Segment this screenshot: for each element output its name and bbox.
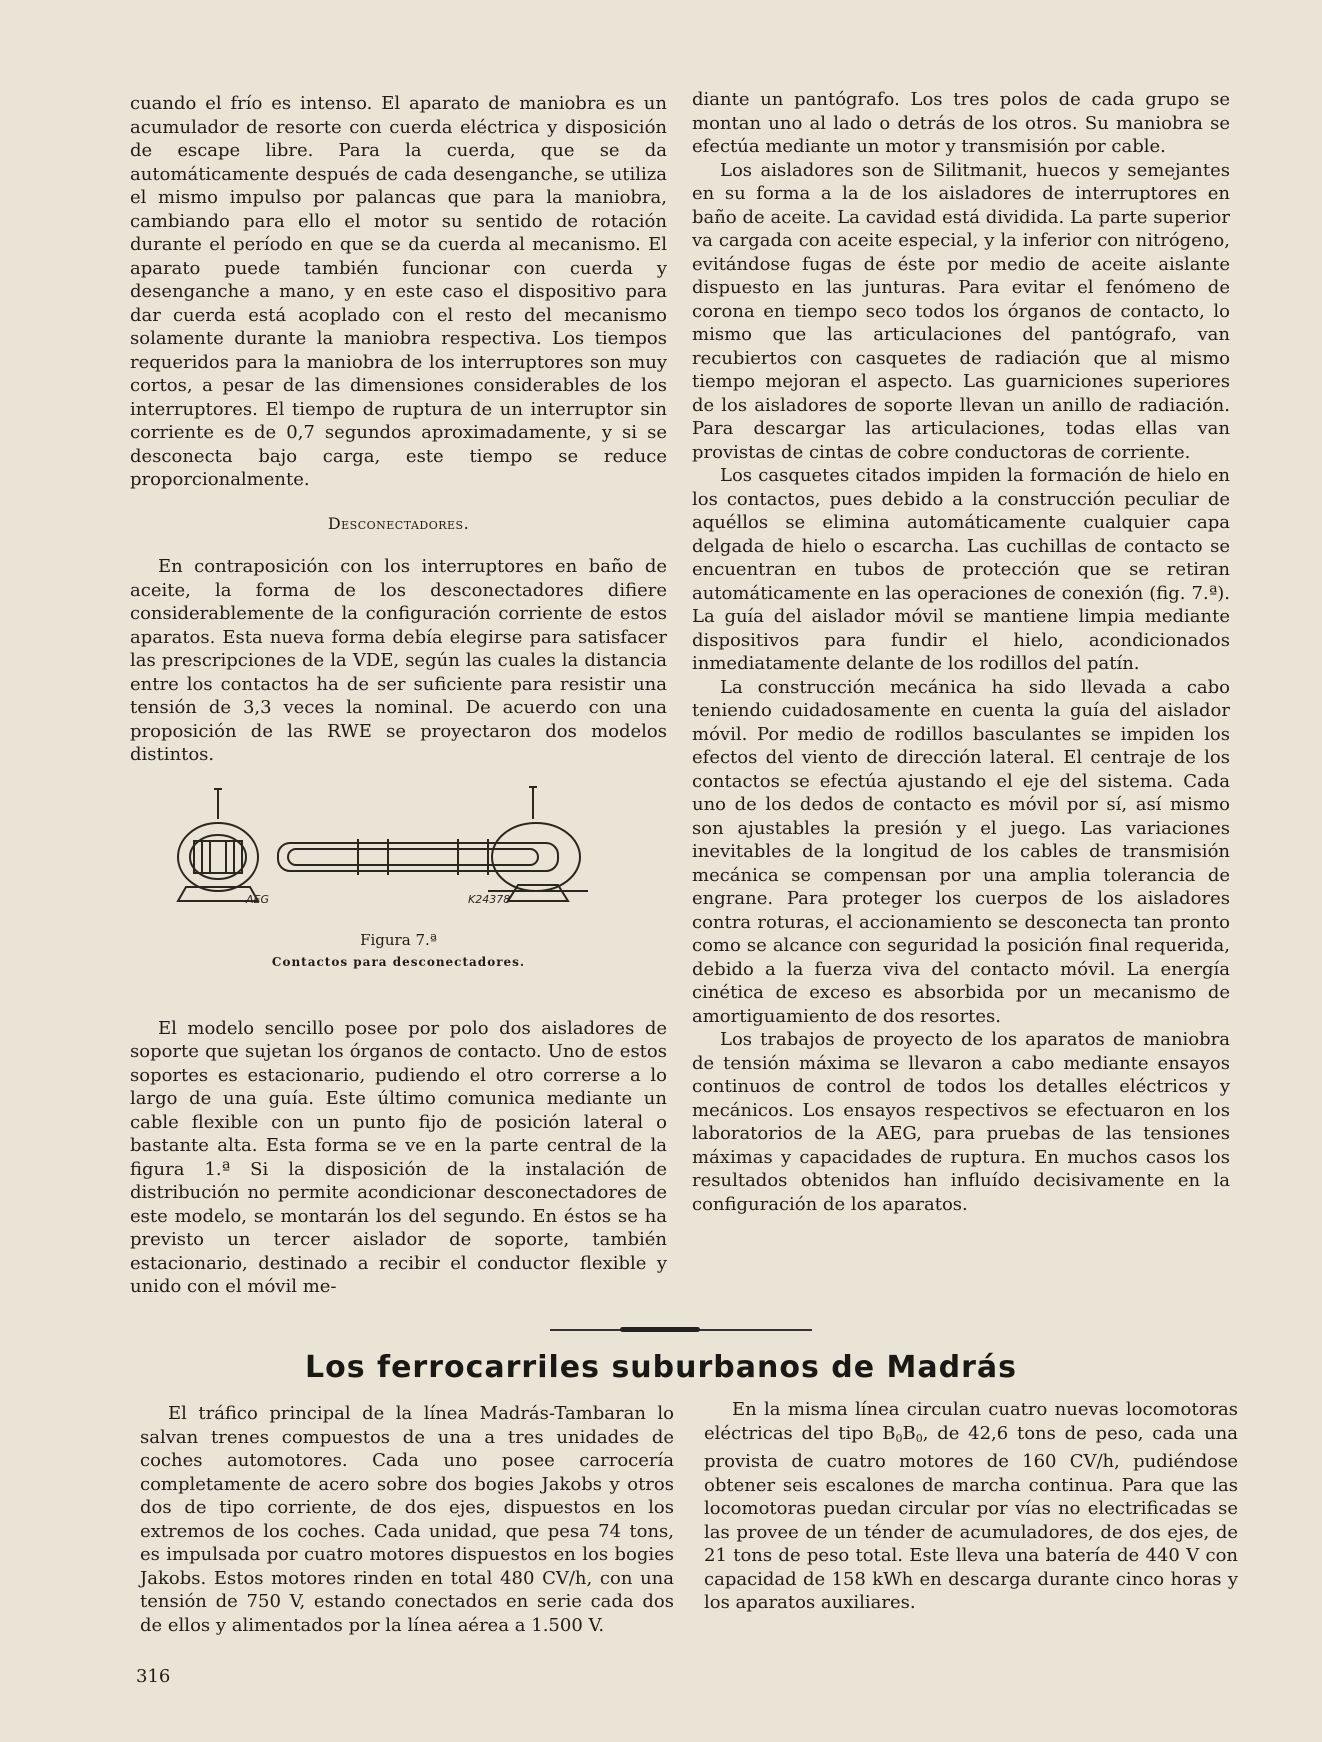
paragraph: Los casquetes citados impiden la formación de hielo en los contactos, pues debido a la construcción peculiar de aquéllos se elimina automáticamente cualquier capa delgada de hielo o escarcha. Las cuchillas de contacto se encuentran en tubos de protección que se retiran automáticamente en las operaciones de conexión (fig. 7.ª). La guía del aislador móvil se mantiene limpia mediante dispositivos para fundir el hielo, acondicionados inmediatamente delante de los rodillos del patín. (692, 465, 1230, 674)
paragraph: La construcción mecánica ha sido llevada a cabo teniendo cuidadosamente en cuenta la guía del aislador móvil. Por medio de rodillos basculantes se impiden los efectos del viento de dirección lateral. El centraje de los contactos se efectúa ajustando el eje del sistema. Cada uno de los dedos de contacto es móvil por sí, así mismo son ajustables la presión y el juego. Las variaciones inevitables de la longitud de los cables de transmisión mecánica se compensan por una amplia tolerancia de engrane. Para proteger los cuerpos de los aisladores contra roturas, el accionamiento se desconecta tan pronto como se alcance con seguridad la posición final requerida, debido a la fuerza viva del contacto móvil. La energía cinética de exceso es absorbida por un mecanismo de amortiguamiento de dos resortes. (692, 676, 1230, 1027)
article-title: Los ferrocarriles suburbanos de Madrás (304, 1350, 1018, 1385)
paragraph: diante un pantógrafo. Los tres polos de cada grupo se montan uno al lado o detrás de los otros. Su maniobra se efectúa mediante un motor y transmisión por cable. (692, 89, 1230, 157)
page-number: 316 (136, 1666, 171, 1687)
figure-7 (130, 779, 667, 1009)
right-column (692, 88, 1230, 1216)
paragraph: Los trabajos de proyecto de los aparatos de maniobra de tensión máxima se llevaron a cabo mediante ensayos continuos de control de todos los detalles eléctricos y mecánicos. Los ensayos respectivos se efectuaron en los laboratorios de la AEG, para pruebas de las tensiones máximas y capacidades de ruptura. En muchos casos los resultados obtenidos han influído decisivamente en la configuración de los aparatos. (692, 1029, 1230, 1215)
article-right-column (704, 1398, 1238, 1615)
text-segment: En la misma línea circulan cuatro nuevas locomotoras eléctricas del tipo B (704, 1399, 1238, 1444)
section-heading: Desconectadores. (327, 513, 470, 533)
paragraph: El tráfico principal de la línea Madrás-Tambaran lo salvan trenes compuestos de una a tres unidades de coches automotores. Cada uno posee carrocería completamente de acero sobre dos bogies Jakobs y otros dos de tipo corriente, de dos ejes, dispuestos en los extremos de los coches. Cada unidad, que pesa 74 tons, es impulsada por cuatro motores dispuestos en los bogies Jakobs. Estos motores rinden en total 480 CV/h, con una tensión de 750 V, estando conectados en serie cada dos de ellos y alimentados por la línea aérea a 1.500 V. (140, 1403, 674, 1636)
subscript: 0 (915, 1431, 923, 1445)
subscript: 0 (895, 1431, 903, 1445)
figure-label-right: K24378 (468, 892, 511, 906)
paragraph: En contraposición con los interruptores en baño de aceite, la forma de los desconectadores difiere considerablemente de la configuración corriente de estos aparatos. Esta nueva forma debía elegirse para satisfacer las prescripciones de la VDE, según las cuales la distancia entre los contactos ha de ser suficiente para resistir una tensión de 3,3 veces la nominal. De acuerdo con una proposición de las RWE se proyectaron dos modelos distintos. (130, 556, 667, 765)
figure-caption: Contactos para desconectadores. (271, 954, 526, 969)
text-segment: , de 42,6 tons de peso, cada una provista de cuatro motores de 160 CV/h, pudiéndose obtener seis escalones de marcha continua. Para que las locomotoras puedan circular por vías no electrificadas se las provee de un ténder de acumuladores, de dos ejes, de 21 tons de peso total. Este lleva una batería de 440 V con capacidad de 158 kWh en descarga durante cinco horas y los aparatos auxiliares. (704, 1422, 1238, 1613)
text-segment: B (902, 1422, 916, 1444)
contact-diagram (158, 779, 638, 919)
article-left-column (140, 1402, 674, 1637)
paragraph: Los aisladores son de Silitmanit, huecos y semejantes en su forma a la de los aisladores de interruptores en baño de aceite. La cavidad está dividida. La parte superior va cargada con aceite especial, y la inferior con nitrógeno, evitándose fugas de éste por medio de aceite aislante dispuesto en las junturas. Para evitar el fenómeno de corona en tiempo seco todos los órganos de contacto, lo mismo que las articulaciones del pantógrafo, van recubiertos con casquetes de radiación que al mismo tiempo mejoran el aspecto. Las guarniciones superiores de los aisladores de soporte llevan un anillo de radiación. Para descargar las articulaciones, todas ellas van provistas de cintas de cobre conductoras de corriente. (692, 159, 1230, 463)
paragraph: El modelo sencillo posee por polo dos aisladores de soporte que sujetan los órganos de contacto. Uno de estos soportes es estacionario, pudiendo el otro correrse a lo largo de una guía. Este último comunica mediante un cable flexible con un punto fijo de posición lateral o bastante alta. Esta forma se ve en la parte central de la figura 1.ª Si la disposición de la instalación de distribución no permite acondicionar desconectadores de este modelo, se montarán los del segundo. En éstos se ha previsto un tercer aislador de soporte, también estacionario, destinado a recibir el conductor flexible y unido con el móvil me- (130, 1017, 667, 1297)
section-divider-ornament (620, 1327, 700, 1332)
paragraph (704, 1398, 1238, 1615)
left-column (130, 92, 667, 1299)
paragraph: cuando el frío es intenso. El aparato de maniobra es un acumulador de resorte con cuerda eléctrica y disposición de escape libre. Para la cuerda, que se da automáticamente después de cada desenganche, se utiliza el mismo impulso por palancas que para la maniobra, cambiando para ello el motor su sentido de rotación durante el período en que se da cuerda al mecanismo. El aparato puede también funcionar con cuerda y desenganche a mano, y en este caso el dispositivo para dar cuerda está acoplado con el resto del mecanismo solamente durante la maniobra respectiva. Los tiempos requeridos para la maniobra de los interruptores son muy cortos, a pesar de las dimensiones considerables de los interruptores. El tiempo de ruptura de un interruptor sin corriente es de 0,7 segundos aproximadamente, y si se desconecta bajo carga, este tiempo se reduce proporcionalmente. (130, 93, 667, 490)
figure-title: Figura 7.ª (360, 930, 437, 949)
figure-label-left: AEG (246, 892, 269, 906)
